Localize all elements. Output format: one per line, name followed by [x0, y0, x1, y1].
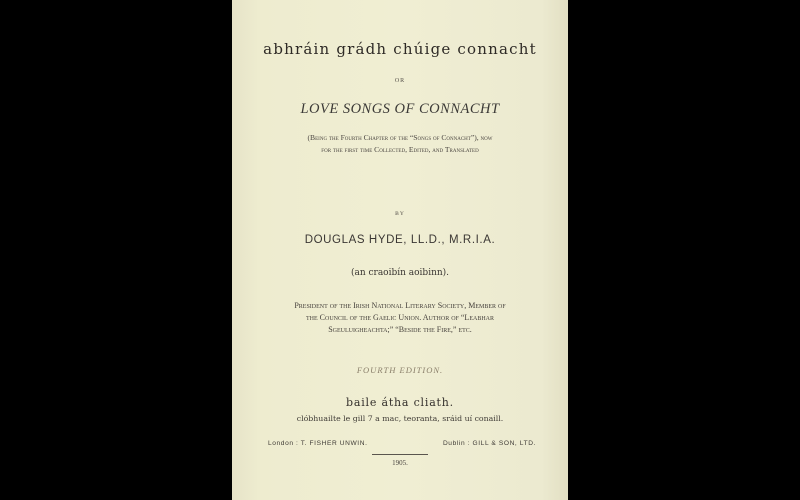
author-name: DOUGLAS HYDE, LL.D., M.R.I.A. — [304, 234, 496, 246]
english-title: LOVE SONGS OF CONNACHT — [300, 101, 500, 117]
publisher-dublin: Dublin : GILL & SON, LTD. — [442, 440, 536, 447]
divider-rule — [372, 454, 428, 455]
subtitle-line: (Being the Fourth Chapter of the “Songs of Connacht”), now — [307, 133, 493, 142]
credentials-line: Sgeuluigheachta;” “Beside the Fire,” etc. — [328, 325, 472, 334]
or-separator: OR — [394, 78, 406, 84]
author-pen-name: (an craoibín aoibinn). — [350, 268, 450, 278]
gaelic-title: abhráin grádh chúige connacht — [263, 40, 537, 58]
publication-city: baile átha cliath. — [346, 396, 454, 409]
credentials-line: the Council of the Gaelic Union. Author of “Leabhar — [306, 313, 494, 322]
publisher-london: London : T. FISHER UNWIN. — [268, 440, 368, 447]
printer-line: clóbhuailte le gill 7 a mac, teoranta, sráid uí conaill. — [296, 414, 504, 423]
subtitle — [232, 132, 568, 156]
author-credentials — [232, 300, 568, 336]
title-page — [232, 0, 568, 500]
credentials-line: President of the Irish National Literary Society, Member of — [294, 301, 506, 310]
by-label: BY — [395, 211, 405, 217]
publication-year: 1905. — [392, 459, 408, 467]
edition-label: FOURTH EDITION. — [356, 365, 444, 375]
subtitle-line: for the first time Collected, Edited, and Translated — [321, 145, 479, 154]
